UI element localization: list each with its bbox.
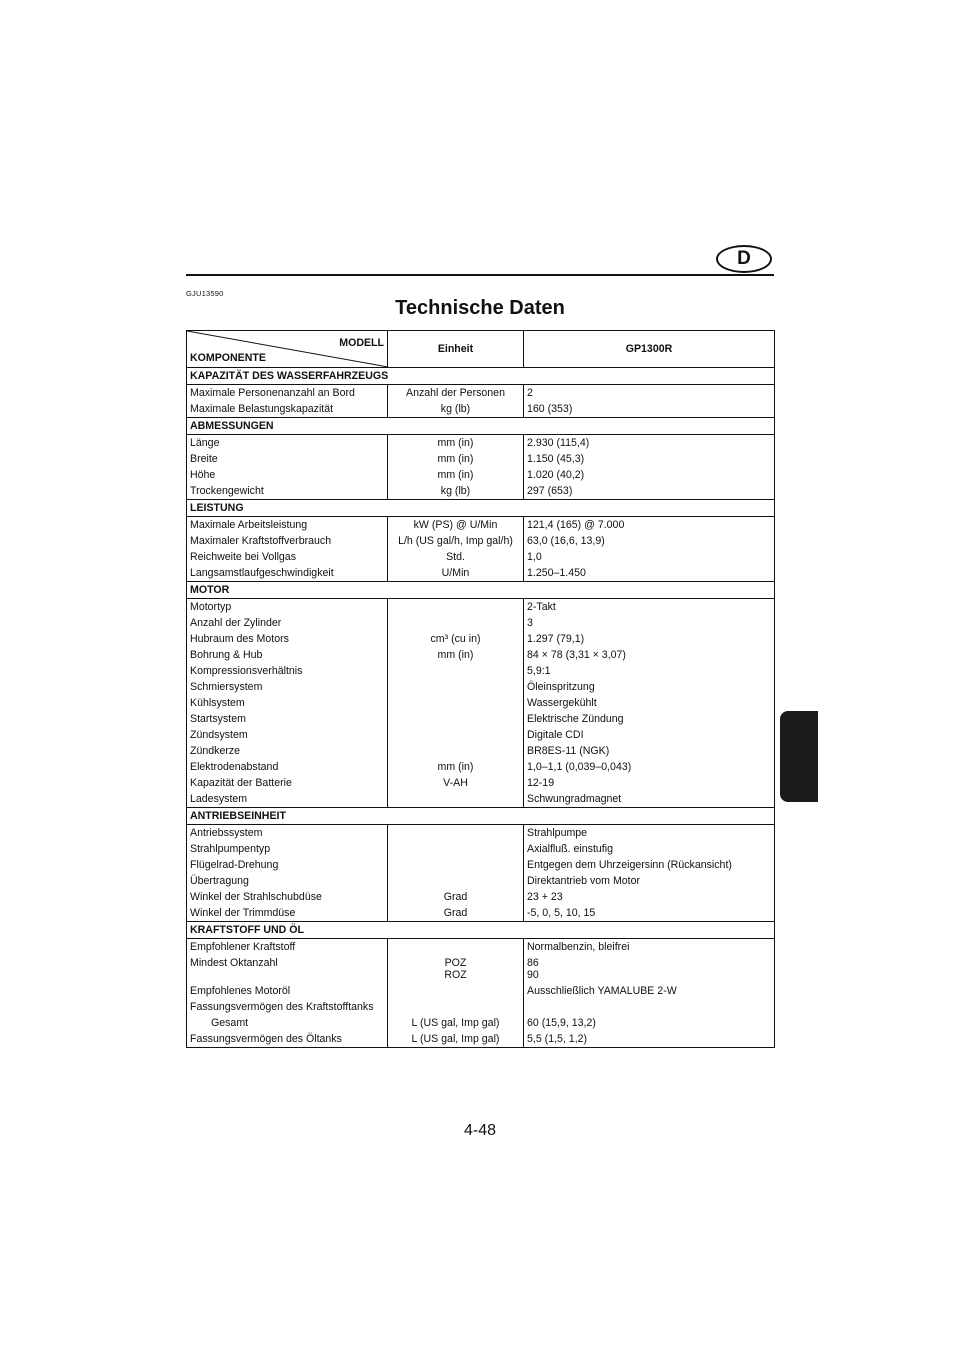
table-row bbox=[187, 451, 775, 467]
cell-value: 160 (353) bbox=[524, 401, 775, 418]
cell-unit: mm (in) bbox=[388, 435, 524, 452]
table-row bbox=[187, 631, 775, 647]
cell-unit bbox=[388, 599, 524, 616]
table-row bbox=[187, 1031, 775, 1048]
cell-component: Startsystem bbox=[187, 711, 388, 727]
section-row bbox=[187, 808, 775, 825]
table-row bbox=[187, 385, 775, 402]
cell-component: Hubraum des Motors bbox=[187, 631, 388, 647]
cell-value: 2-Takt bbox=[524, 599, 775, 616]
unit-poz: POZ bbox=[444, 957, 467, 969]
cell-unit bbox=[388, 983, 524, 999]
cell-value bbox=[524, 999, 775, 1015]
table-row bbox=[187, 841, 775, 857]
cell-value: Strahlpumpe bbox=[524, 825, 775, 842]
table-row bbox=[187, 905, 775, 922]
cell-component: Fassungsvermögen des Kraftstofftanks bbox=[187, 999, 388, 1015]
table-row bbox=[187, 1015, 775, 1031]
cell-value bbox=[524, 955, 775, 983]
cell-value: 1,0 bbox=[524, 549, 775, 565]
section-kapazitaet: KAPAZITÄT DES WASSERFAHRZEUGS bbox=[187, 368, 775, 385]
table-row bbox=[187, 983, 775, 999]
section-abmessungen: ABMESSUNGEN bbox=[187, 418, 775, 435]
cell-component: Kapazität der Batterie bbox=[187, 775, 388, 791]
cell-component: Winkel der Strahlschubdüse bbox=[187, 889, 388, 905]
cell-value: 2 bbox=[524, 385, 775, 402]
cell-value: 1,0–1,1 (0,039–0,043) bbox=[524, 759, 775, 775]
cell-component: Zündsystem bbox=[187, 727, 388, 743]
table-header bbox=[187, 331, 775, 368]
section-antrieb: ANTRIEBSEINHEIT bbox=[187, 808, 775, 825]
cell-value: 2.930 (115,4) bbox=[524, 435, 775, 452]
cell-value: 3 bbox=[524, 615, 775, 631]
table-row bbox=[187, 647, 775, 663]
table-row bbox=[187, 889, 775, 905]
table-row bbox=[187, 775, 775, 791]
cell-component: Reichweite bei Vollgas bbox=[187, 549, 388, 565]
cell-component: Fassungsvermögen des Öltanks bbox=[187, 1031, 388, 1048]
section-motor: MOTOR bbox=[187, 582, 775, 599]
cell-value: Schwungradmagnet bbox=[524, 791, 775, 808]
table-row bbox=[187, 599, 775, 616]
cell-unit: Grad bbox=[388, 905, 524, 922]
cell-value: 1.150 (45,3) bbox=[524, 451, 775, 467]
cell-value: Axialfluß. einstufig bbox=[524, 841, 775, 857]
page-title: Technische Daten bbox=[395, 297, 565, 319]
cell-value: Direktantrieb vom Motor bbox=[524, 873, 775, 889]
section-leistung: LEISTUNG bbox=[187, 500, 775, 517]
cell-unit bbox=[388, 663, 524, 679]
cell-value: Entgegen dem Uhrzeigersinn (Rückansicht) bbox=[524, 857, 775, 873]
cell-unit bbox=[388, 841, 524, 857]
table-row bbox=[187, 711, 775, 727]
section-row bbox=[187, 418, 775, 435]
cell-value: 12-19 bbox=[524, 775, 775, 791]
cell-value: 121,4 (165) @ 7.000 bbox=[524, 517, 775, 534]
language-badge: D bbox=[716, 245, 772, 273]
cell-unit: V-AH bbox=[388, 775, 524, 791]
table-row bbox=[187, 695, 775, 711]
table-row bbox=[187, 401, 775, 418]
cell-component: Anzahl der Zylinder bbox=[187, 615, 388, 631]
table-row bbox=[187, 565, 775, 582]
cell-value: BR8ES-11 (NGK) bbox=[524, 743, 775, 759]
cell-unit: mm (in) bbox=[388, 647, 524, 663]
table-row bbox=[187, 517, 775, 534]
table-row bbox=[187, 663, 775, 679]
cell-unit: mm (in) bbox=[388, 467, 524, 483]
cell-component: Strahlpumpentyp bbox=[187, 841, 388, 857]
section-kraftstoff: KRAFTSTOFF UND ÖL bbox=[187, 922, 775, 939]
header-rule bbox=[186, 274, 774, 276]
header-modell: MODELL bbox=[339, 337, 384, 349]
value-poz: 86 bbox=[527, 957, 539, 969]
chapter-tab bbox=[780, 711, 818, 802]
cell-unit: L/h (US gal/h, Imp gal/h) bbox=[388, 533, 524, 549]
table-row bbox=[187, 759, 775, 775]
cell-component: Kühlsystem bbox=[187, 695, 388, 711]
header-model-name: GP1300R bbox=[524, 331, 775, 368]
cell-unit bbox=[388, 727, 524, 743]
table-row bbox=[187, 727, 775, 743]
cell-component: Winkel der Trimmdüse bbox=[187, 905, 388, 922]
cell-value: Ausschließlich YAMALUBE 2-W bbox=[524, 983, 775, 999]
cell-unit bbox=[388, 791, 524, 808]
cell-unit: Std. bbox=[388, 549, 524, 565]
cell-component: Maximale Belastungskapazität bbox=[187, 401, 388, 418]
header-komponente: KOMPONENTE bbox=[190, 352, 266, 364]
cell-component bbox=[187, 955, 388, 983]
cell-unit: mm (in) bbox=[388, 759, 524, 775]
cell-unit: kg (lb) bbox=[388, 401, 524, 418]
section-row bbox=[187, 922, 775, 939]
cell-value: Elektrische Zündung bbox=[524, 711, 775, 727]
cell-component: Maximale Personenanzahl an Bord bbox=[187, 385, 388, 402]
cell-unit: L (US gal, Imp gal) bbox=[388, 1031, 524, 1048]
cell-component: Bohrung & Hub bbox=[187, 647, 388, 663]
table-row bbox=[187, 743, 775, 759]
cell-component: Empfohlener Kraftstoff bbox=[187, 939, 388, 956]
cell-unit: cm³ (cu in) bbox=[388, 631, 524, 647]
section-row bbox=[187, 368, 775, 385]
cell-component: Breite bbox=[187, 451, 388, 467]
table-row bbox=[187, 999, 775, 1015]
cell-value: 84 × 78 (3,31 × 3,07) bbox=[524, 647, 775, 663]
table-row bbox=[187, 873, 775, 889]
cell-value: Normalbenzin, bleifrei bbox=[524, 939, 775, 956]
cell-component: Maximale Arbeitsleistung bbox=[187, 517, 388, 534]
cell-component: Schmiersystem bbox=[187, 679, 388, 695]
cell-component: Übertragung bbox=[187, 873, 388, 889]
unit-roz: ROZ bbox=[444, 969, 467, 981]
cell-text: Mindest Oktanzahl bbox=[190, 957, 278, 969]
cell-component: Motortyp bbox=[187, 599, 388, 616]
cell-value: 1.250–1.450 bbox=[524, 565, 775, 582]
cell-component: Flügelrad-Drehung bbox=[187, 857, 388, 873]
table-row bbox=[187, 791, 775, 808]
table-row bbox=[187, 857, 775, 873]
header-modell-komponente bbox=[187, 331, 388, 368]
spec-table bbox=[186, 330, 775, 1048]
section-row bbox=[187, 500, 775, 517]
cell-component: Zündkerze bbox=[187, 743, 388, 759]
cell-unit bbox=[388, 857, 524, 873]
table-row bbox=[187, 679, 775, 695]
cell-value: 5,9:1 bbox=[524, 663, 775, 679]
cell-component: Höhe bbox=[187, 467, 388, 483]
table-row bbox=[187, 615, 775, 631]
cell-unit: mm (in) bbox=[388, 451, 524, 467]
cell-component: Empfohlenes Motoröl bbox=[187, 983, 388, 999]
cell-value: 5,5 (1,5, 1,2) bbox=[524, 1031, 775, 1048]
table-row bbox=[187, 533, 775, 549]
cell-value: Wassergekühlt bbox=[524, 695, 775, 711]
value-roz: 90 bbox=[527, 969, 539, 981]
table-row bbox=[187, 549, 775, 565]
cell-component: Länge bbox=[187, 435, 388, 452]
cell-value: 1.297 (79,1) bbox=[524, 631, 775, 647]
cell-value: -5, 0, 5, 10, 15 bbox=[524, 905, 775, 922]
cell-unit bbox=[388, 955, 524, 983]
cell-component: Gesamt bbox=[187, 1015, 388, 1031]
header-einheit: Einheit bbox=[388, 331, 524, 368]
cell-unit: U/Min bbox=[388, 565, 524, 582]
cell-value: Öleinspritzung bbox=[524, 679, 775, 695]
cell-component: Elektrodenabstand bbox=[187, 759, 388, 775]
cell-unit bbox=[388, 999, 524, 1015]
cell-unit bbox=[388, 873, 524, 889]
table-row bbox=[187, 467, 775, 483]
cell-component: Langsamstlaufgeschwindigkeit bbox=[187, 565, 388, 582]
cell-component: Maximaler Kraftstoffverbrauch bbox=[187, 533, 388, 549]
cell-unit: Grad bbox=[388, 889, 524, 905]
cell-unit bbox=[388, 825, 524, 842]
table-row bbox=[187, 939, 775, 956]
cell-unit bbox=[388, 695, 524, 711]
page-number: 4-48 bbox=[463, 1122, 497, 1139]
section-row bbox=[187, 582, 775, 599]
cell-value: 63,0 (16,6, 13,9) bbox=[524, 533, 775, 549]
table-row bbox=[187, 825, 775, 842]
document-code: GJU13590 bbox=[186, 289, 224, 298]
cell-component: Kompressionsverhältnis bbox=[187, 663, 388, 679]
table-row bbox=[187, 435, 775, 452]
cell-component: Antriebssystem bbox=[187, 825, 388, 842]
cell-component: Ladesystem bbox=[187, 791, 388, 808]
cell-unit: Anzahl der Personen bbox=[388, 385, 524, 402]
cell-unit: L (US gal, Imp gal) bbox=[388, 1015, 524, 1031]
cell-unit bbox=[388, 939, 524, 956]
cell-unit: kW (PS) @ U/Min bbox=[388, 517, 524, 534]
cell-unit bbox=[388, 679, 524, 695]
table-row bbox=[187, 483, 775, 500]
cell-value: 1.020 (40,2) bbox=[524, 467, 775, 483]
cell-value: 60 (15,9, 13,2) bbox=[524, 1015, 775, 1031]
cell-value: 23 + 23 bbox=[524, 889, 775, 905]
cell-unit bbox=[388, 743, 524, 759]
cell-unit: kg (lb) bbox=[388, 483, 524, 500]
cell-component: Trockengewicht bbox=[187, 483, 388, 500]
cell-unit bbox=[388, 615, 524, 631]
table-row bbox=[187, 955, 775, 983]
cell-value: 297 (653) bbox=[524, 483, 775, 500]
cell-value: Digitale CDI bbox=[524, 727, 775, 743]
cell-unit bbox=[388, 711, 524, 727]
